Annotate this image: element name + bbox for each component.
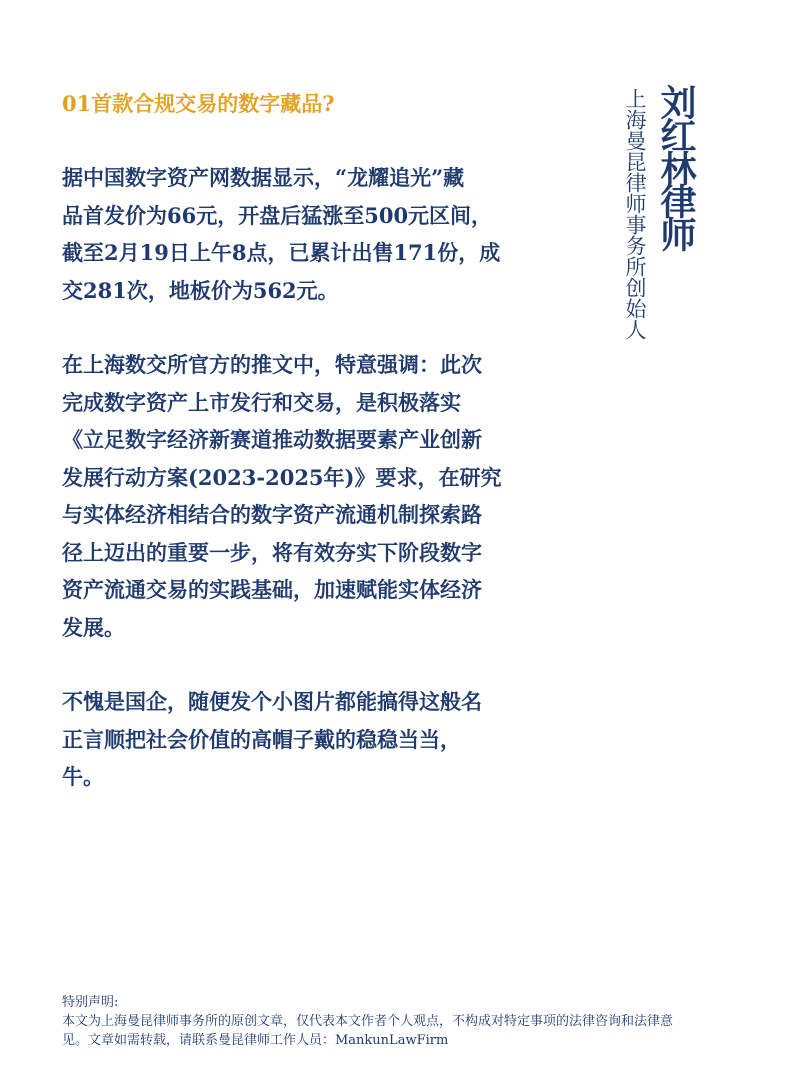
disclaimer-heading: 特别声明:	[62, 995, 119, 1010]
disclaimer-line: 本文为上海曼昆律师事务所的原创文章，仅代表本文作者个人观点，不构成对特定事项的法律咨询和法律意	[62, 1014, 674, 1029]
article-body	[62, 86, 557, 833]
paragraph-line: 与实体经济相结合的数字资产流通机制探索路	[62, 502, 482, 527]
paragraph-line: 发展行动方案(2023-2025年)》要求，在研究	[62, 464, 502, 490]
paragraph-line: 完成数字资产上市发行和交易，是积极落实	[62, 389, 461, 415]
paragraph-line: 发展。	[62, 614, 125, 640]
paragraph-line: 截至2月19日上午8点，已累计出售171份，成	[62, 240, 501, 265]
paragraph-line: 资产流通交易的实践基础，加速赋能实体经济	[62, 577, 482, 602]
section-title: 01首款合规交易的数字藏品?	[62, 91, 335, 116]
paragraph-line: 品首发价为66元，开盘后猛涨至500元区间，	[62, 202, 493, 228]
paragraph-sales-data	[62, 159, 557, 309]
paragraph-comment	[62, 683, 557, 796]
author-title: 上海曼昆律师事务所创始人	[623, 88, 647, 340]
paragraph-line: 交281次，地板价为562元。	[62, 277, 339, 303]
paragraph-line: 不愧是国企，随便发个小图片都能搞得这般名	[62, 689, 482, 714]
paragraph-line: 牛。	[62, 764, 104, 789]
author-signature	[610, 84, 710, 340]
author-name: 刘红林律师	[655, 84, 697, 249]
paragraph-line: 正言顺把社会价值的高帽子戴的稳稳当当，	[62, 726, 461, 752]
paragraph-line: 《立足数字经济新赛道推动数据要素产业创新	[62, 427, 482, 452]
disclaimer-line: 见。文章如需转载，请联系曼昆律师工作人员：MankunLawFirm	[62, 1033, 449, 1048]
paragraph-line: 径上迈出的重要一步，将有效夯实下阶段数字	[62, 539, 482, 565]
paragraph-line: 据中国数字资产网数据显示，“龙耀追光”藏	[62, 165, 465, 190]
disclaimer	[62, 993, 752, 1050]
paragraph-line: 在上海数交所官方的推文中，特意强调：此次	[62, 352, 482, 377]
paragraph-exchange-statement	[62, 346, 557, 646]
